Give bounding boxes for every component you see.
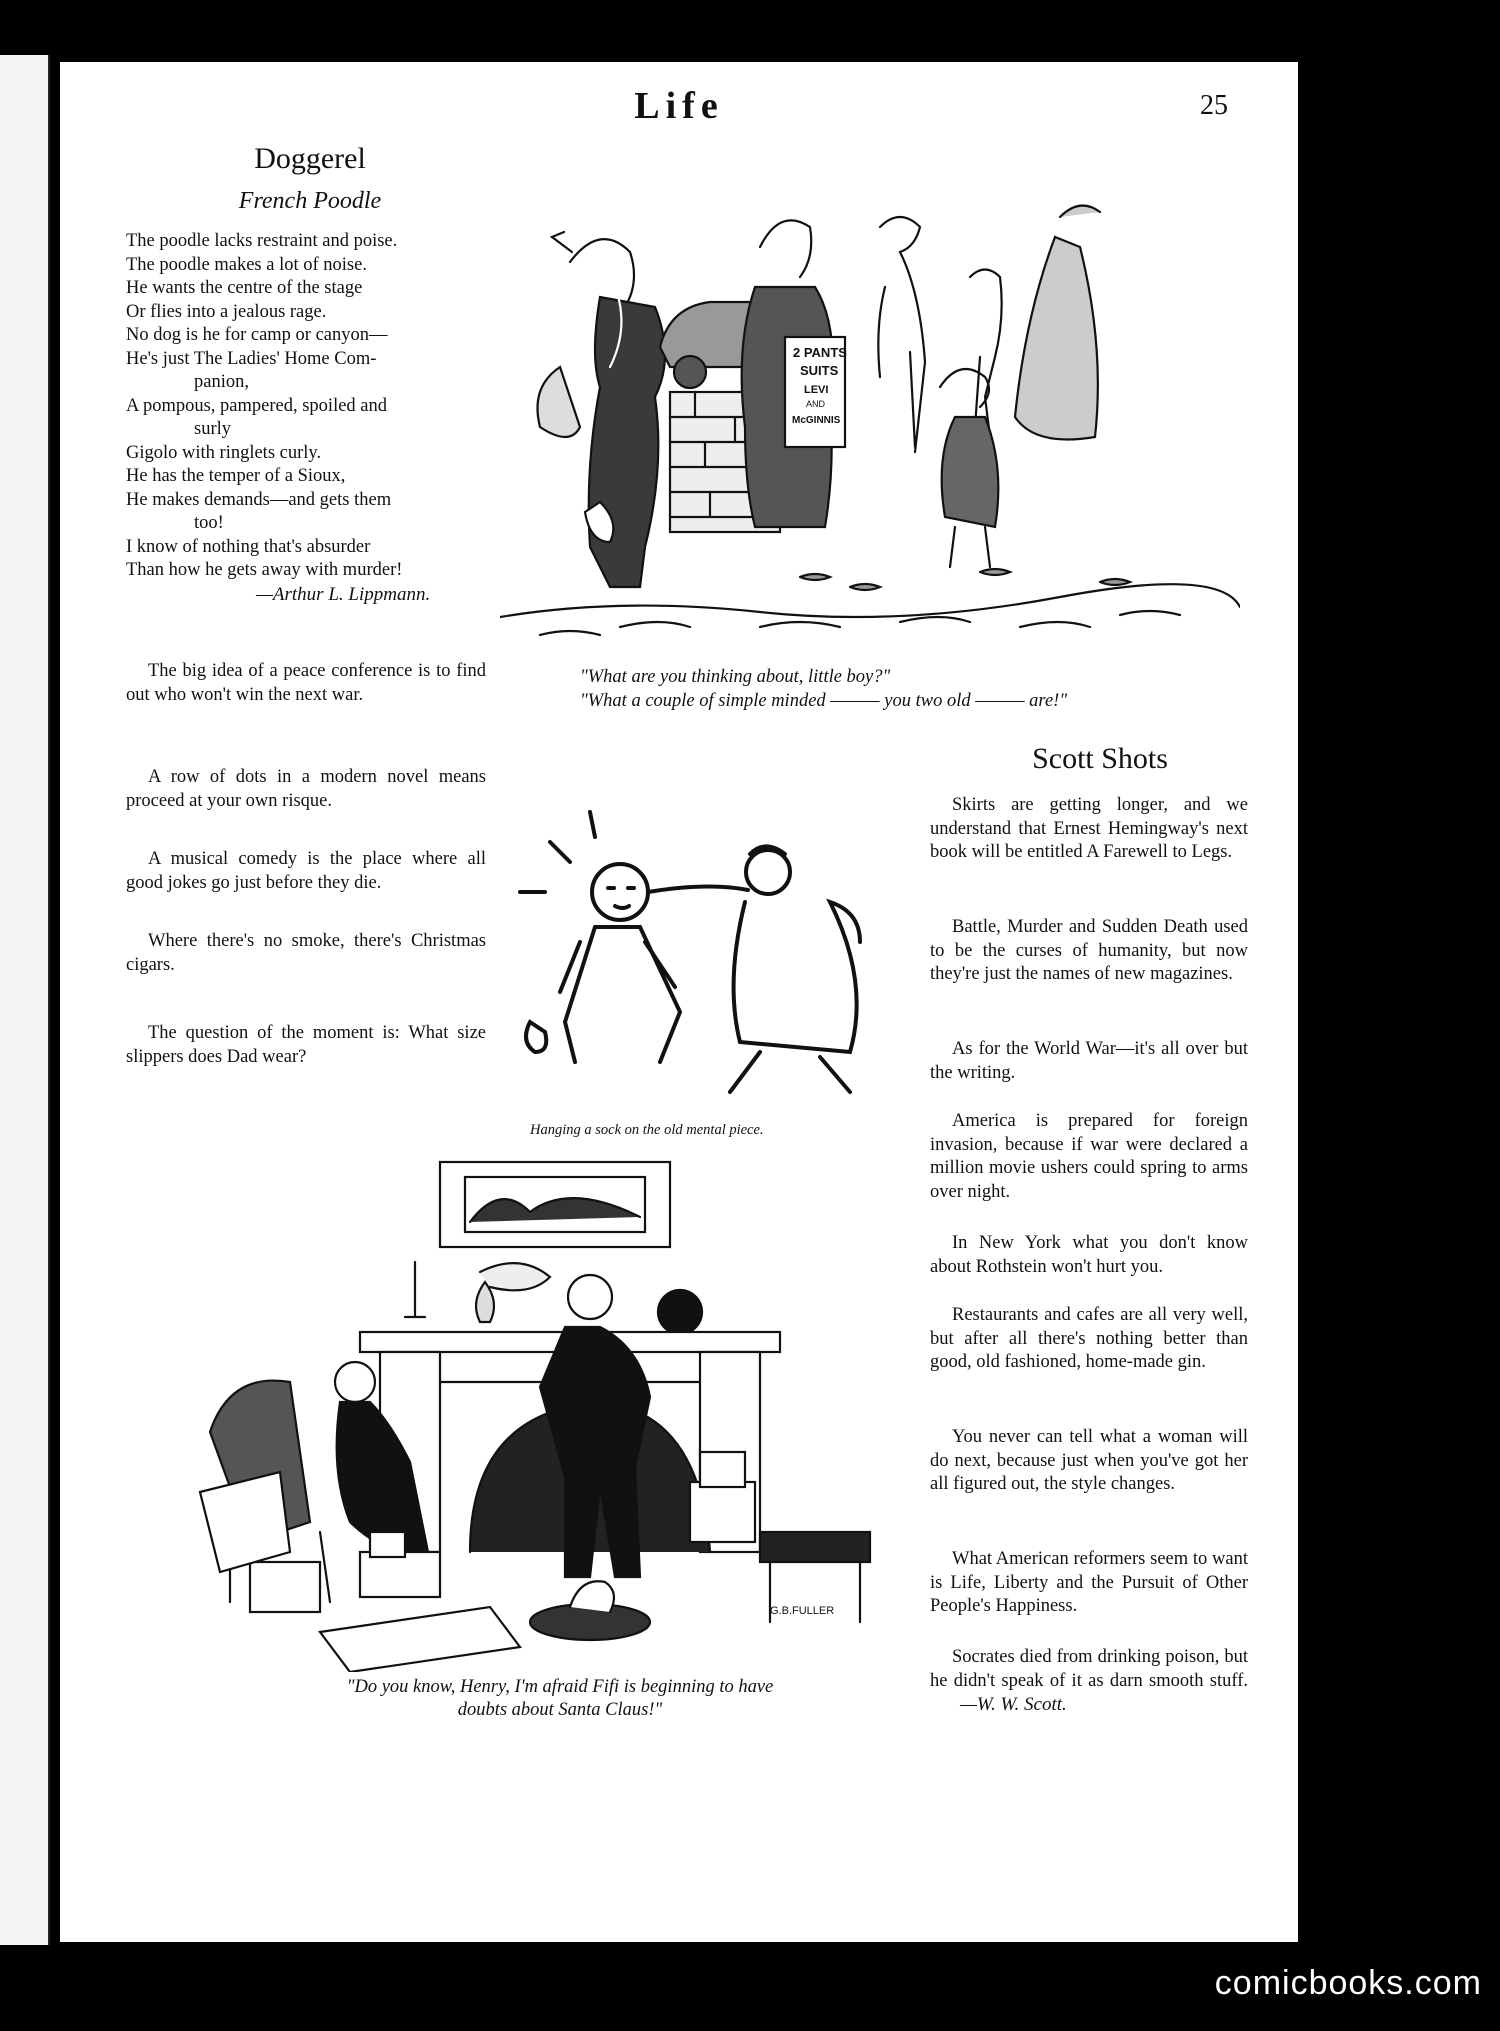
poem-line: I know of nothing that's absurder bbox=[126, 536, 371, 557]
sock-cartoon bbox=[510, 782, 950, 1112]
paragraph: A musical comedy is the place where all good jokes go just before they die. bbox=[126, 849, 486, 893]
masthead: Life bbox=[634, 85, 724, 127]
caption-top-line2: "What a couple of simple minded ——— you two old ——— are!" bbox=[580, 691, 1068, 711]
poem-author: —Arthur L. Lippmann. bbox=[256, 583, 431, 605]
caption-top-line1: "What are you thinking about, little boy?" bbox=[580, 667, 891, 687]
poem-line: No dog is he for camp or canyon— bbox=[126, 325, 388, 345]
doggerel-subtitle: French Poodle bbox=[238, 188, 382, 214]
poem-line: Gigolo with ringlets curly. bbox=[126, 442, 322, 463]
santa-street-cartoon bbox=[500, 157, 1240, 647]
scott-author: —W. W. Scott. bbox=[960, 1694, 1067, 1715]
sign-line: LEVI bbox=[804, 384, 829, 396]
paragraph: Where there's no smoke, there's Christmas cigars. bbox=[126, 931, 486, 975]
living-room-cartoon bbox=[170, 1152, 960, 1672]
poem-line: panion, bbox=[194, 372, 249, 392]
poem-line: The poodle lacks restraint and poise. bbox=[126, 231, 398, 251]
paragraph: In New York what you don't know about Rothstein won't hurt you. bbox=[930, 1233, 1248, 1277]
watermark: comicbooks.com bbox=[1214, 1964, 1482, 2002]
poem-line: Or flies into a jealous rage. bbox=[126, 301, 327, 322]
sign-line: AND bbox=[806, 399, 826, 409]
paragraph: America is prepared for foreign invasion, because if war were declared a million movie ushers could spring to arms over night. bbox=[930, 1111, 1248, 1202]
artist-signature: G.B.FULLER bbox=[770, 1605, 835, 1617]
paragraph: What American reformers seem to want is Life, Liberty and the Pursuit of Other People's Happiness. bbox=[930, 1549, 1248, 1616]
paragraph: A row of dots in a modern novel means proceed at your own risque. bbox=[126, 767, 486, 811]
sign-line: SUITS bbox=[800, 363, 839, 378]
poem-line: A pompous, pampered, spoiled and bbox=[126, 395, 388, 416]
poem bbox=[126, 230, 430, 606]
doggerel-title: Doggerel bbox=[254, 142, 366, 175]
caption-bottom-line2: doubts about Santa Claus!" bbox=[457, 1700, 663, 1720]
sign-line: 2 PANTS bbox=[793, 345, 847, 360]
poem-line: too! bbox=[194, 513, 224, 533]
poem-line: surly bbox=[194, 419, 231, 439]
poem-line: Than how he gets away with murder! bbox=[126, 560, 403, 580]
paragraph: You never can tell what a woman will do next, because just when you've got her all figured out, the style changes. bbox=[930, 1427, 1248, 1494]
poem-line: He has the temper of a Sioux, bbox=[126, 466, 346, 486]
paragraph-text: Socrates died from drinking poison, but he didn't speak of it as darn smooth stuff. bbox=[930, 1647, 1248, 1691]
scott-shots-title: Scott Shots bbox=[1032, 742, 1168, 775]
paragraph: The big idea of a peace conference is to find out who won't win the next war. bbox=[126, 661, 486, 705]
poem-line: The poodle makes a lot of noise. bbox=[126, 254, 367, 275]
poem-line: He makes demands—and gets them bbox=[126, 489, 392, 510]
previous-page-edge bbox=[0, 55, 50, 1945]
poem-line: He wants the centre of the stage bbox=[126, 278, 363, 298]
paragraph-last bbox=[930, 1646, 1248, 1718]
magazine-page bbox=[60, 62, 1298, 1942]
paragraph: As for the World War—it's all over but the writing. bbox=[930, 1039, 1248, 1083]
paragraph: Restaurants and cafes are all very well, but after all there's nothing better than good, old fashioned, home-made gin. bbox=[930, 1305, 1248, 1372]
sign-line: McGINNIS bbox=[792, 415, 841, 426]
paragraph: Skirts are getting longer, and we understand that Ernest Hemingway's next book will be entitled A Farewell to Legs. bbox=[930, 795, 1248, 862]
caption-middle: Hanging a sock on the old mental piece. bbox=[530, 1122, 764, 1138]
page-number: 25 bbox=[1200, 90, 1228, 121]
paragraph: Battle, Murder and Sudden Death used to be the curses of humanity, but now they're just the names of new magazines. bbox=[930, 917, 1248, 984]
poem-line: He's just The Ladies' Home Com- bbox=[126, 348, 377, 369]
caption-bottom-line1: "Do you know, Henry, I'm afraid Fifi is beginning to have bbox=[346, 1677, 774, 1697]
paragraph: The question of the moment is: What size slippers does Dad wear? bbox=[126, 1023, 486, 1067]
